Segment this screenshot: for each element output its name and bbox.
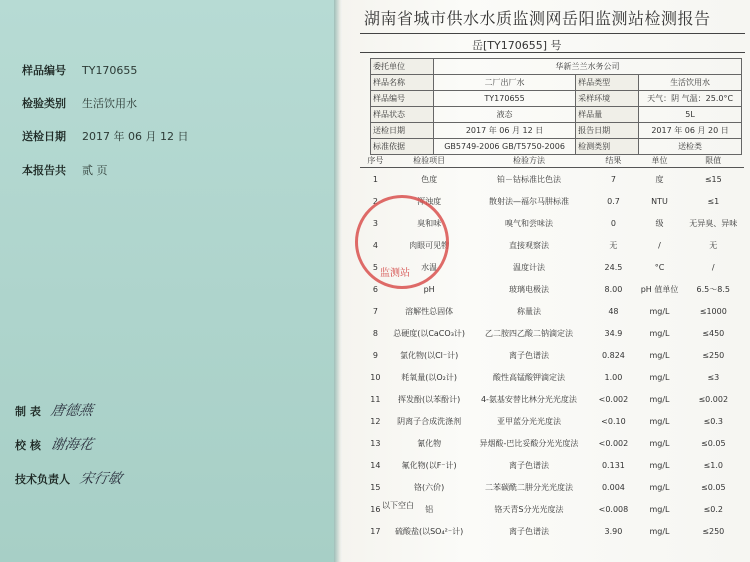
report-title: 湖南省城市供水水质监测网岳阳监测站检测报告 bbox=[364, 9, 711, 28]
test-item: 氯化物(以Cl⁻计) bbox=[399, 350, 459, 360]
table-row bbox=[360, 476, 744, 498]
table-row bbox=[360, 344, 744, 366]
sample-info-table bbox=[370, 58, 742, 155]
test-item: 臭和味 bbox=[417, 218, 442, 228]
table-row bbox=[360, 410, 744, 432]
signature-row-technical-lead bbox=[15, 468, 122, 488]
info-key: 委托单位 bbox=[371, 59, 434, 75]
unit: mg/L bbox=[649, 460, 670, 470]
test-item: 色度 bbox=[421, 174, 438, 184]
signature-label: 技术负责人 bbox=[15, 473, 70, 486]
limit-value: ≤15 bbox=[704, 174, 722, 184]
test-item: 总硬度(以CaCO₃计) bbox=[393, 328, 466, 338]
limit-value: ≤3 bbox=[707, 372, 720, 382]
handwritten-signature: 宋行敏 bbox=[78, 471, 124, 487]
row-index: 11 bbox=[370, 394, 381, 404]
row-index: 14 bbox=[370, 460, 381, 470]
sample-info-row bbox=[371, 59, 742, 75]
signature-label: 制 表 bbox=[15, 405, 41, 418]
unit: mg/L bbox=[649, 526, 670, 536]
table-row bbox=[360, 520, 744, 542]
cover-value: 贰 页 bbox=[82, 164, 108, 177]
row-index: 1 bbox=[372, 174, 378, 184]
column-header: 序号 bbox=[360, 153, 391, 168]
limit-value: ≤0.002 bbox=[698, 394, 729, 404]
test-method: 异烟酸-巴比妥酸分光光度法 bbox=[479, 438, 579, 448]
test-method: 直接观察法 bbox=[508, 240, 549, 250]
unit: mg/L bbox=[649, 372, 670, 382]
report-cover-page bbox=[0, 0, 336, 562]
test-method: 散射法—福尔马肼标准 bbox=[488, 196, 569, 206]
result-value: 0.004 bbox=[601, 482, 625, 492]
test-item: 氟化物(以F⁻计) bbox=[401, 460, 457, 470]
unit: mg/L bbox=[649, 306, 670, 316]
result-value: 0.824 bbox=[601, 350, 625, 360]
column-header: 检验项目 bbox=[391, 153, 468, 168]
result-value: 1.00 bbox=[604, 372, 623, 382]
row-index: 3 bbox=[372, 218, 378, 228]
limit-value: ≤1000 bbox=[699, 306, 727, 316]
test-method: 4-氨基安替比林分光光度法 bbox=[480, 394, 577, 404]
cover-label: 检验类别 bbox=[22, 97, 66, 110]
table-row bbox=[360, 454, 744, 476]
result-value: <0.002 bbox=[598, 438, 629, 448]
test-method: 温度计法 bbox=[512, 262, 545, 272]
info-value: 液态 bbox=[434, 107, 576, 123]
limit-value: ≤250 bbox=[702, 526, 725, 536]
unit: pH 值单位 bbox=[640, 284, 679, 294]
divider bbox=[360, 33, 745, 34]
test-item: 阴离子合成洗涤剂 bbox=[397, 416, 462, 426]
divider bbox=[360, 52, 745, 53]
test-item: 铬(六价) bbox=[413, 482, 445, 492]
sample-info-row bbox=[371, 123, 742, 139]
row-index: 16 bbox=[370, 504, 381, 514]
test-item: 硫酸盐(以SO₄²⁻计) bbox=[394, 526, 464, 536]
result-value: 3.90 bbox=[604, 526, 623, 536]
result-value: 8.00 bbox=[604, 284, 623, 294]
test-method: 铂－钴标准比色法 bbox=[496, 174, 561, 184]
test-item: 铝 bbox=[425, 504, 434, 514]
test-method: 离子色谱法 bbox=[508, 350, 549, 360]
row-index: 9 bbox=[372, 350, 378, 360]
info-value: 2017 年 06 月 12 日 bbox=[434, 123, 576, 139]
table-row bbox=[360, 322, 744, 344]
info-key: 样品名称 bbox=[371, 75, 434, 91]
test-method: 离子色谱法 bbox=[508, 526, 549, 536]
info-key: 采样环境 bbox=[576, 91, 639, 107]
limit-value: ≤0.05 bbox=[701, 482, 726, 492]
test-item: 耗氧量(以O₂计) bbox=[401, 372, 457, 382]
signature-label: 校 核 bbox=[15, 439, 41, 452]
info-value: TY170655 bbox=[434, 91, 576, 107]
limit-value: ≤0.3 bbox=[703, 416, 723, 426]
row-index: 7 bbox=[372, 306, 378, 316]
result-value: <0.008 bbox=[598, 504, 629, 514]
info-value: 天气：阴 气温：25.0°C bbox=[639, 91, 742, 107]
column-header: 限值 bbox=[683, 153, 744, 168]
cover-row-pages bbox=[22, 162, 108, 178]
table-row bbox=[360, 366, 744, 388]
limit-value: ≤0.2 bbox=[703, 504, 723, 514]
result-value: 0.7 bbox=[607, 196, 620, 206]
result-value: 7 bbox=[610, 174, 616, 184]
column-header: 结果 bbox=[590, 153, 636, 168]
table-row bbox=[360, 388, 744, 410]
row-index: 6 bbox=[372, 284, 378, 294]
test-method: 称量法 bbox=[516, 306, 541, 316]
limit-value: 6.5～8.5 bbox=[696, 284, 730, 294]
info-key: 样品编号 bbox=[371, 91, 434, 107]
results-header-row bbox=[360, 153, 744, 168]
unit: mg/L bbox=[649, 394, 670, 404]
info-key: 样品类型 bbox=[576, 75, 639, 91]
row-index: 12 bbox=[370, 416, 381, 426]
result-value: 无 bbox=[609, 240, 618, 250]
info-key: 标准依据 bbox=[371, 139, 434, 155]
result-value: 34.9 bbox=[604, 328, 623, 338]
cover-label: 样品编号 bbox=[22, 64, 66, 77]
row-index: 17 bbox=[370, 526, 381, 536]
row-index: 15 bbox=[370, 482, 381, 492]
limit-value: ≤0.05 bbox=[701, 438, 726, 448]
limit-value: ≤250 bbox=[702, 350, 725, 360]
test-method: 亚甲蓝分光光度法 bbox=[496, 416, 561, 426]
unit: mg/L bbox=[649, 504, 670, 514]
result-value: 0 bbox=[610, 218, 616, 228]
row-index: 2 bbox=[372, 196, 378, 206]
limit-value: ≤450 bbox=[702, 328, 725, 338]
test-item: 浑浊度 bbox=[417, 196, 442, 206]
info-value: 2017 年 06 月 20 日 bbox=[639, 123, 742, 139]
cover-value: TY170655 bbox=[82, 64, 138, 77]
row-index: 5 bbox=[372, 262, 378, 272]
result-value: 24.5 bbox=[604, 262, 623, 272]
limit-value: 无异臭、异味 bbox=[689, 218, 738, 228]
test-item: pH bbox=[423, 284, 435, 294]
unit: 度 bbox=[655, 174, 664, 184]
seal-text: 监测站 bbox=[380, 268, 410, 279]
sample-info-row bbox=[371, 91, 742, 107]
test-item: 挥发酚(以苯酚计) bbox=[397, 394, 461, 404]
cover-value: 2017 年 06 月 12 日 bbox=[82, 130, 189, 143]
sample-info-row bbox=[371, 75, 742, 91]
cover-value: 生活饮用水 bbox=[82, 97, 137, 110]
info-value: 5L bbox=[639, 107, 742, 123]
cover-row-category bbox=[22, 95, 137, 111]
test-method: 酸性高锰酸钾滴定法 bbox=[492, 372, 565, 382]
blank-below-note: 以下空白 bbox=[382, 501, 414, 510]
info-key: 送检日期 bbox=[371, 123, 434, 139]
test-item: 水温 bbox=[421, 262, 438, 272]
row-index: 13 bbox=[370, 438, 381, 448]
table-row bbox=[360, 432, 744, 454]
result-value: 48 bbox=[608, 306, 619, 316]
report-doc-number: 岳[TY170655] 号 bbox=[472, 39, 562, 52]
info-key: 样品量 bbox=[576, 107, 639, 123]
limit-value: 无 bbox=[709, 240, 718, 250]
result-value: 0.131 bbox=[601, 460, 625, 470]
column-header: 检验方法 bbox=[468, 153, 591, 168]
unit: mg/L bbox=[649, 328, 670, 338]
result-value: <0.10 bbox=[601, 416, 626, 426]
unit: °C bbox=[654, 262, 665, 272]
row-index: 8 bbox=[372, 328, 378, 338]
row-index: 4 bbox=[372, 240, 378, 250]
unit: 级 bbox=[655, 218, 664, 228]
unit: mg/L bbox=[649, 416, 670, 426]
limit-value: ≤1.0 bbox=[703, 460, 723, 470]
test-method: 离子色谱法 bbox=[508, 460, 549, 470]
limit-value: / bbox=[711, 262, 715, 272]
info-value: GB5749-2006 GB/T5750-2006 bbox=[434, 139, 576, 155]
info-value: 生活饮用水 bbox=[639, 75, 742, 91]
info-key: 报告日期 bbox=[576, 123, 639, 139]
cover-row-date bbox=[22, 128, 188, 144]
test-item: 溶解性总固体 bbox=[405, 306, 454, 316]
info-key: 样品状态 bbox=[371, 107, 434, 123]
result-value: <0.002 bbox=[598, 394, 629, 404]
unit: mg/L bbox=[649, 482, 670, 492]
cover-label: 送检日期 bbox=[22, 130, 66, 143]
signature-row-preparer bbox=[15, 400, 93, 420]
info-value: 二厂出厂水 bbox=[434, 75, 576, 91]
info-key: 检测类别 bbox=[576, 139, 639, 155]
info-value: 华新兰兰水务公司 bbox=[434, 59, 742, 75]
test-method: 铬天青S分光光度法 bbox=[494, 504, 564, 514]
unit: NTU bbox=[651, 196, 668, 206]
info-value: 送检类 bbox=[639, 139, 742, 155]
unit: mg/L bbox=[649, 438, 670, 448]
handwritten-signature: 谢海花 bbox=[49, 437, 95, 453]
table-row bbox=[360, 168, 744, 191]
test-method: 乙二胺四乙酸二钠滴定法 bbox=[484, 328, 573, 338]
table-row bbox=[360, 498, 744, 520]
table-row bbox=[360, 300, 744, 322]
cover-label: 本报告共 bbox=[22, 164, 66, 177]
row-index: 10 bbox=[370, 372, 381, 382]
test-method: 二苯碳酰二肼分光光度法 bbox=[484, 482, 573, 492]
unit: mg/L bbox=[649, 350, 670, 360]
column-header: 单位 bbox=[636, 153, 682, 168]
sample-info-row bbox=[371, 107, 742, 123]
signature-row-checker bbox=[15, 434, 93, 454]
handwritten-signature: 唐德燕 bbox=[49, 403, 95, 419]
test-method: 玻璃电极法 bbox=[508, 284, 549, 294]
unit: / bbox=[658, 240, 661, 250]
test-method: 嗅气和尝味法 bbox=[504, 218, 553, 228]
limit-value: ≤1 bbox=[707, 196, 720, 206]
test-item: 肉眼可见物 bbox=[409, 240, 450, 250]
cover-row-sample-no bbox=[22, 62, 137, 78]
test-item: 氰化物 bbox=[417, 438, 442, 448]
